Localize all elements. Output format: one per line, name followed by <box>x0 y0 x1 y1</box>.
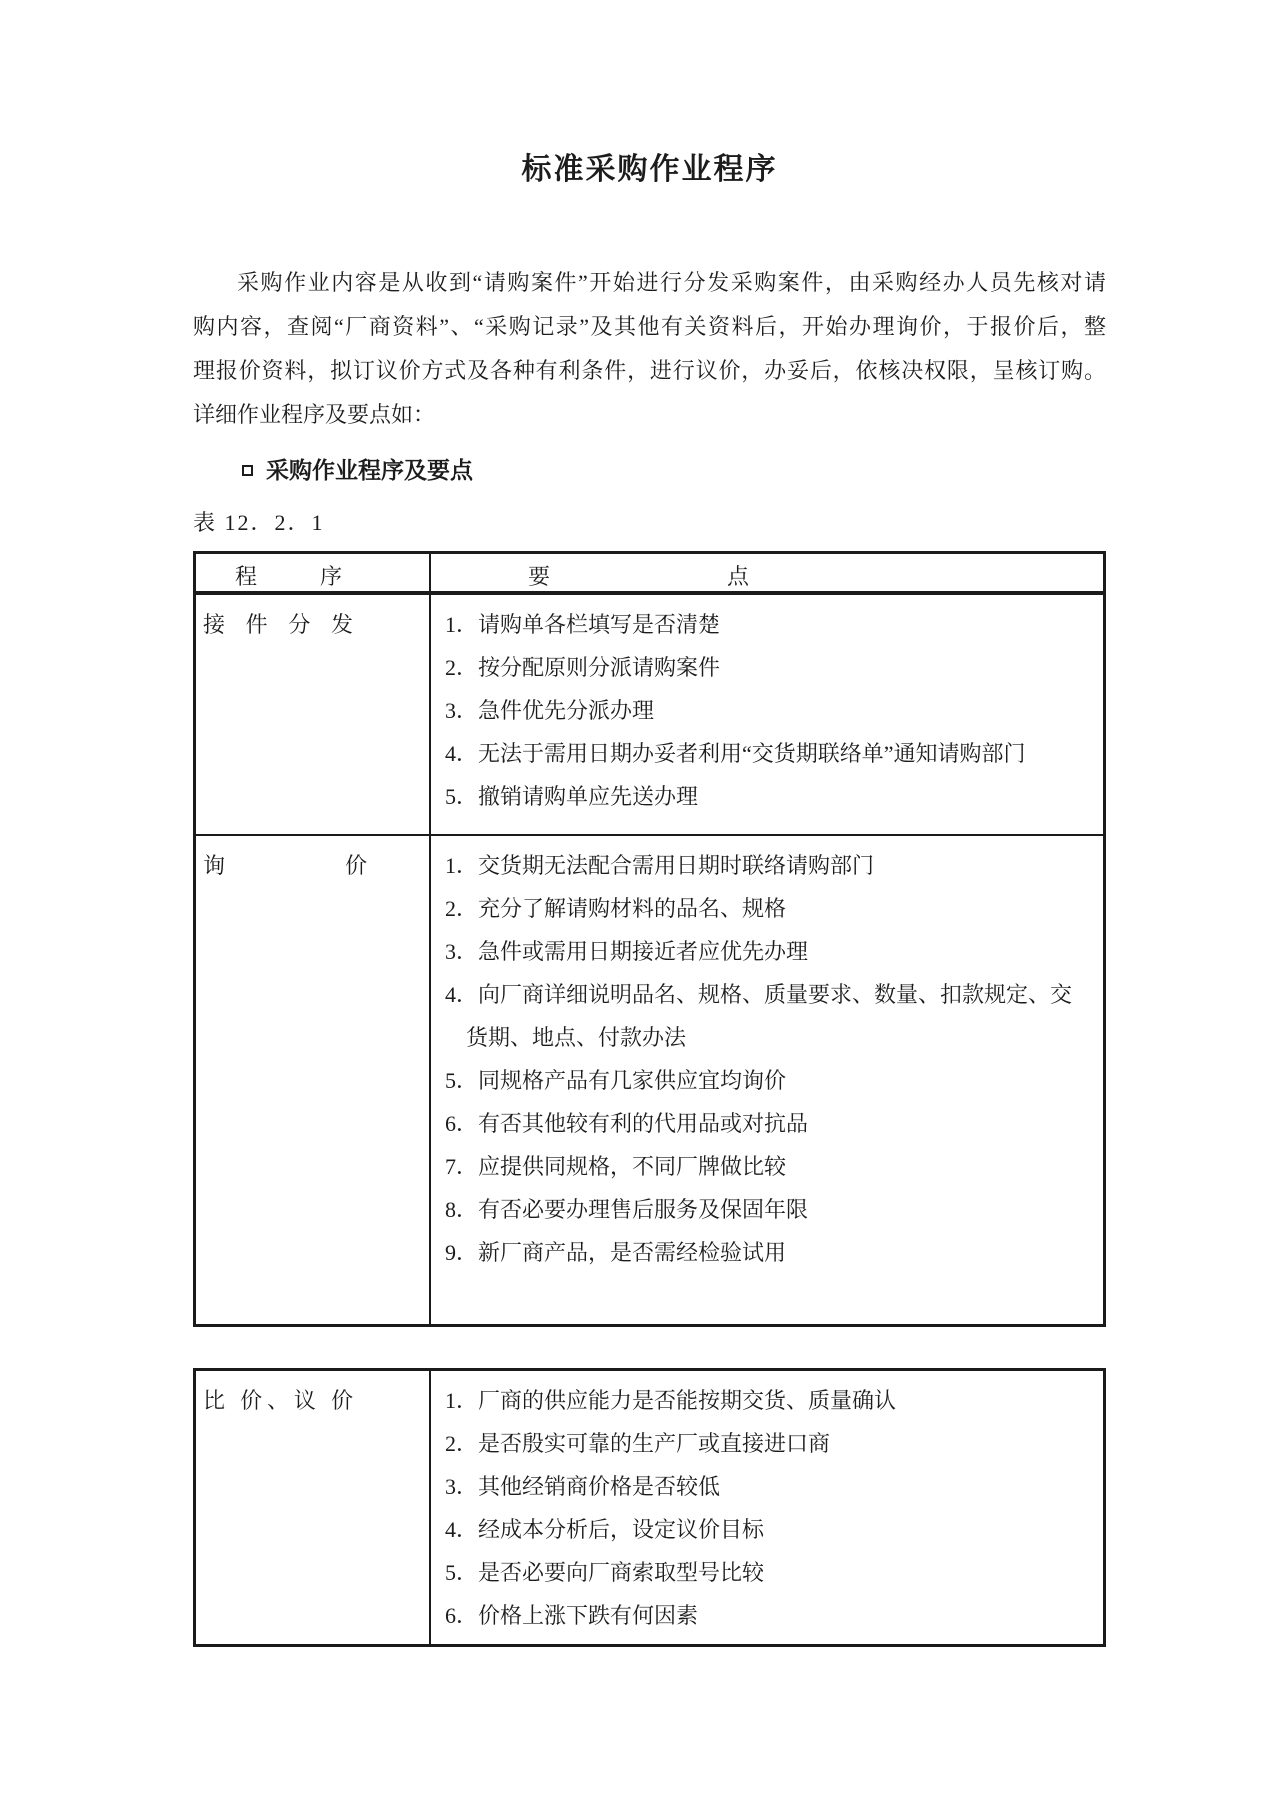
points-cell <box>431 836 1103 1324</box>
point-item: 5．撤销请购单应先送办理 <box>445 784 699 809</box>
table-row-compare-negotiate <box>196 1371 1103 1644</box>
point-item: 5．同规格产品有几家供应宜均询价 <box>445 1068 787 1093</box>
page-title: 标准采购作业程序 <box>521 153 778 186</box>
procedure-label: 询 价 <box>203 853 367 878</box>
points-list <box>431 595 1103 834</box>
point-item: 1．请购单各栏填写是否清楚 <box>445 612 721 637</box>
header-procedure-label: 程 序 <box>235 564 342 589</box>
header-cell-points <box>431 554 1103 591</box>
table-caption: 表 12．2．1 <box>193 510 325 535</box>
point-item: 3．急件优先分派办理 <box>445 698 655 723</box>
paragraph-line: 理报价资料，拟订议价方式及各种有利条件，进行议价，办妥后，依核决权限，呈核订购。 <box>193 358 1106 383</box>
table-row-receive-dispatch <box>196 595 1103 836</box>
points-list <box>431 836 1103 1324</box>
procedure-cell <box>196 595 431 834</box>
point-item: 4．经成本分析后，设定议价目标 <box>445 1517 765 1542</box>
intro-paragraph <box>193 261 1106 437</box>
points-cell <box>431 1371 1103 1644</box>
point-item: 4．向厂商详细说明品名、规格、质量要求、数量、扣款规定、交货期、地点、付款办法 <box>445 982 1073 1050</box>
procedure-table-2 <box>193 1368 1106 1647</box>
section-heading <box>193 455 1106 485</box>
point-item: 3．其他经销商价格是否较低 <box>445 1474 721 1499</box>
point-item: 6．有否其他较有利的代用品或对抗品 <box>445 1111 809 1136</box>
table-row-inquiry <box>196 836 1103 1324</box>
procedure-cell <box>196 836 431 1324</box>
point-item: 2．充分了解请购材料的品名、规格 <box>445 896 787 921</box>
document-content <box>193 0 1106 1647</box>
point-item: 3．急件或需用日期接近者应优先办理 <box>445 939 809 964</box>
point-item: 2．按分配原则分派请购案件 <box>445 655 721 680</box>
paragraph-line: 详细作业程序及要点如： <box>193 402 436 427</box>
procedure-cell <box>196 1371 431 1644</box>
table-header-row <box>196 554 1103 595</box>
point-item: 8．有否必要办理售后服务及保固年限 <box>445 1197 809 1222</box>
point-item: 1．厂商的供应能力是否能按期交货、质量确认 <box>445 1388 897 1413</box>
point-item: 4．无法于需用日期办妥者利用“交货期联络单”通知请购部门 <box>445 741 1026 766</box>
point-item: 5．是否必要向厂商索取型号比较 <box>445 1560 765 1585</box>
point-item: 7．应提供同规格，不同厂牌做比较 <box>445 1154 787 1179</box>
procedure-label: 接 件 分 发 <box>203 612 353 637</box>
point-item: 1．交货期无法配合需用日期时联络请购部门 <box>445 853 875 878</box>
paragraph-line: 购内容，查阅“厂商资料”、“采购记录”及其他有关资料后，开始办理询价，于报价后，整 <box>193 314 1106 339</box>
points-list <box>431 1371 1103 1644</box>
point-item: 2．是否殷实可靠的生产厂或直接进口商 <box>445 1431 831 1456</box>
square-bullet-icon <box>242 465 253 476</box>
procedure-table-1 <box>193 551 1106 1327</box>
points-cell <box>431 595 1103 834</box>
header-cell-procedure <box>196 554 431 591</box>
paragraph-line: 采购作业内容是从收到“请购案件”开始进行分发采购案件，由采购经办人员先核对请 <box>237 270 1106 295</box>
point-item: 6．价格上涨下跌有何因素 <box>445 1603 699 1628</box>
header-points-label: 要 点 <box>528 564 749 589</box>
section-heading-text: 采购作业程序及要点 <box>266 457 473 483</box>
procedure-label: 比 价、议 价 <box>203 1388 353 1413</box>
point-item: 9．新厂商产品，是否需经检验试用 <box>445 1240 787 1265</box>
